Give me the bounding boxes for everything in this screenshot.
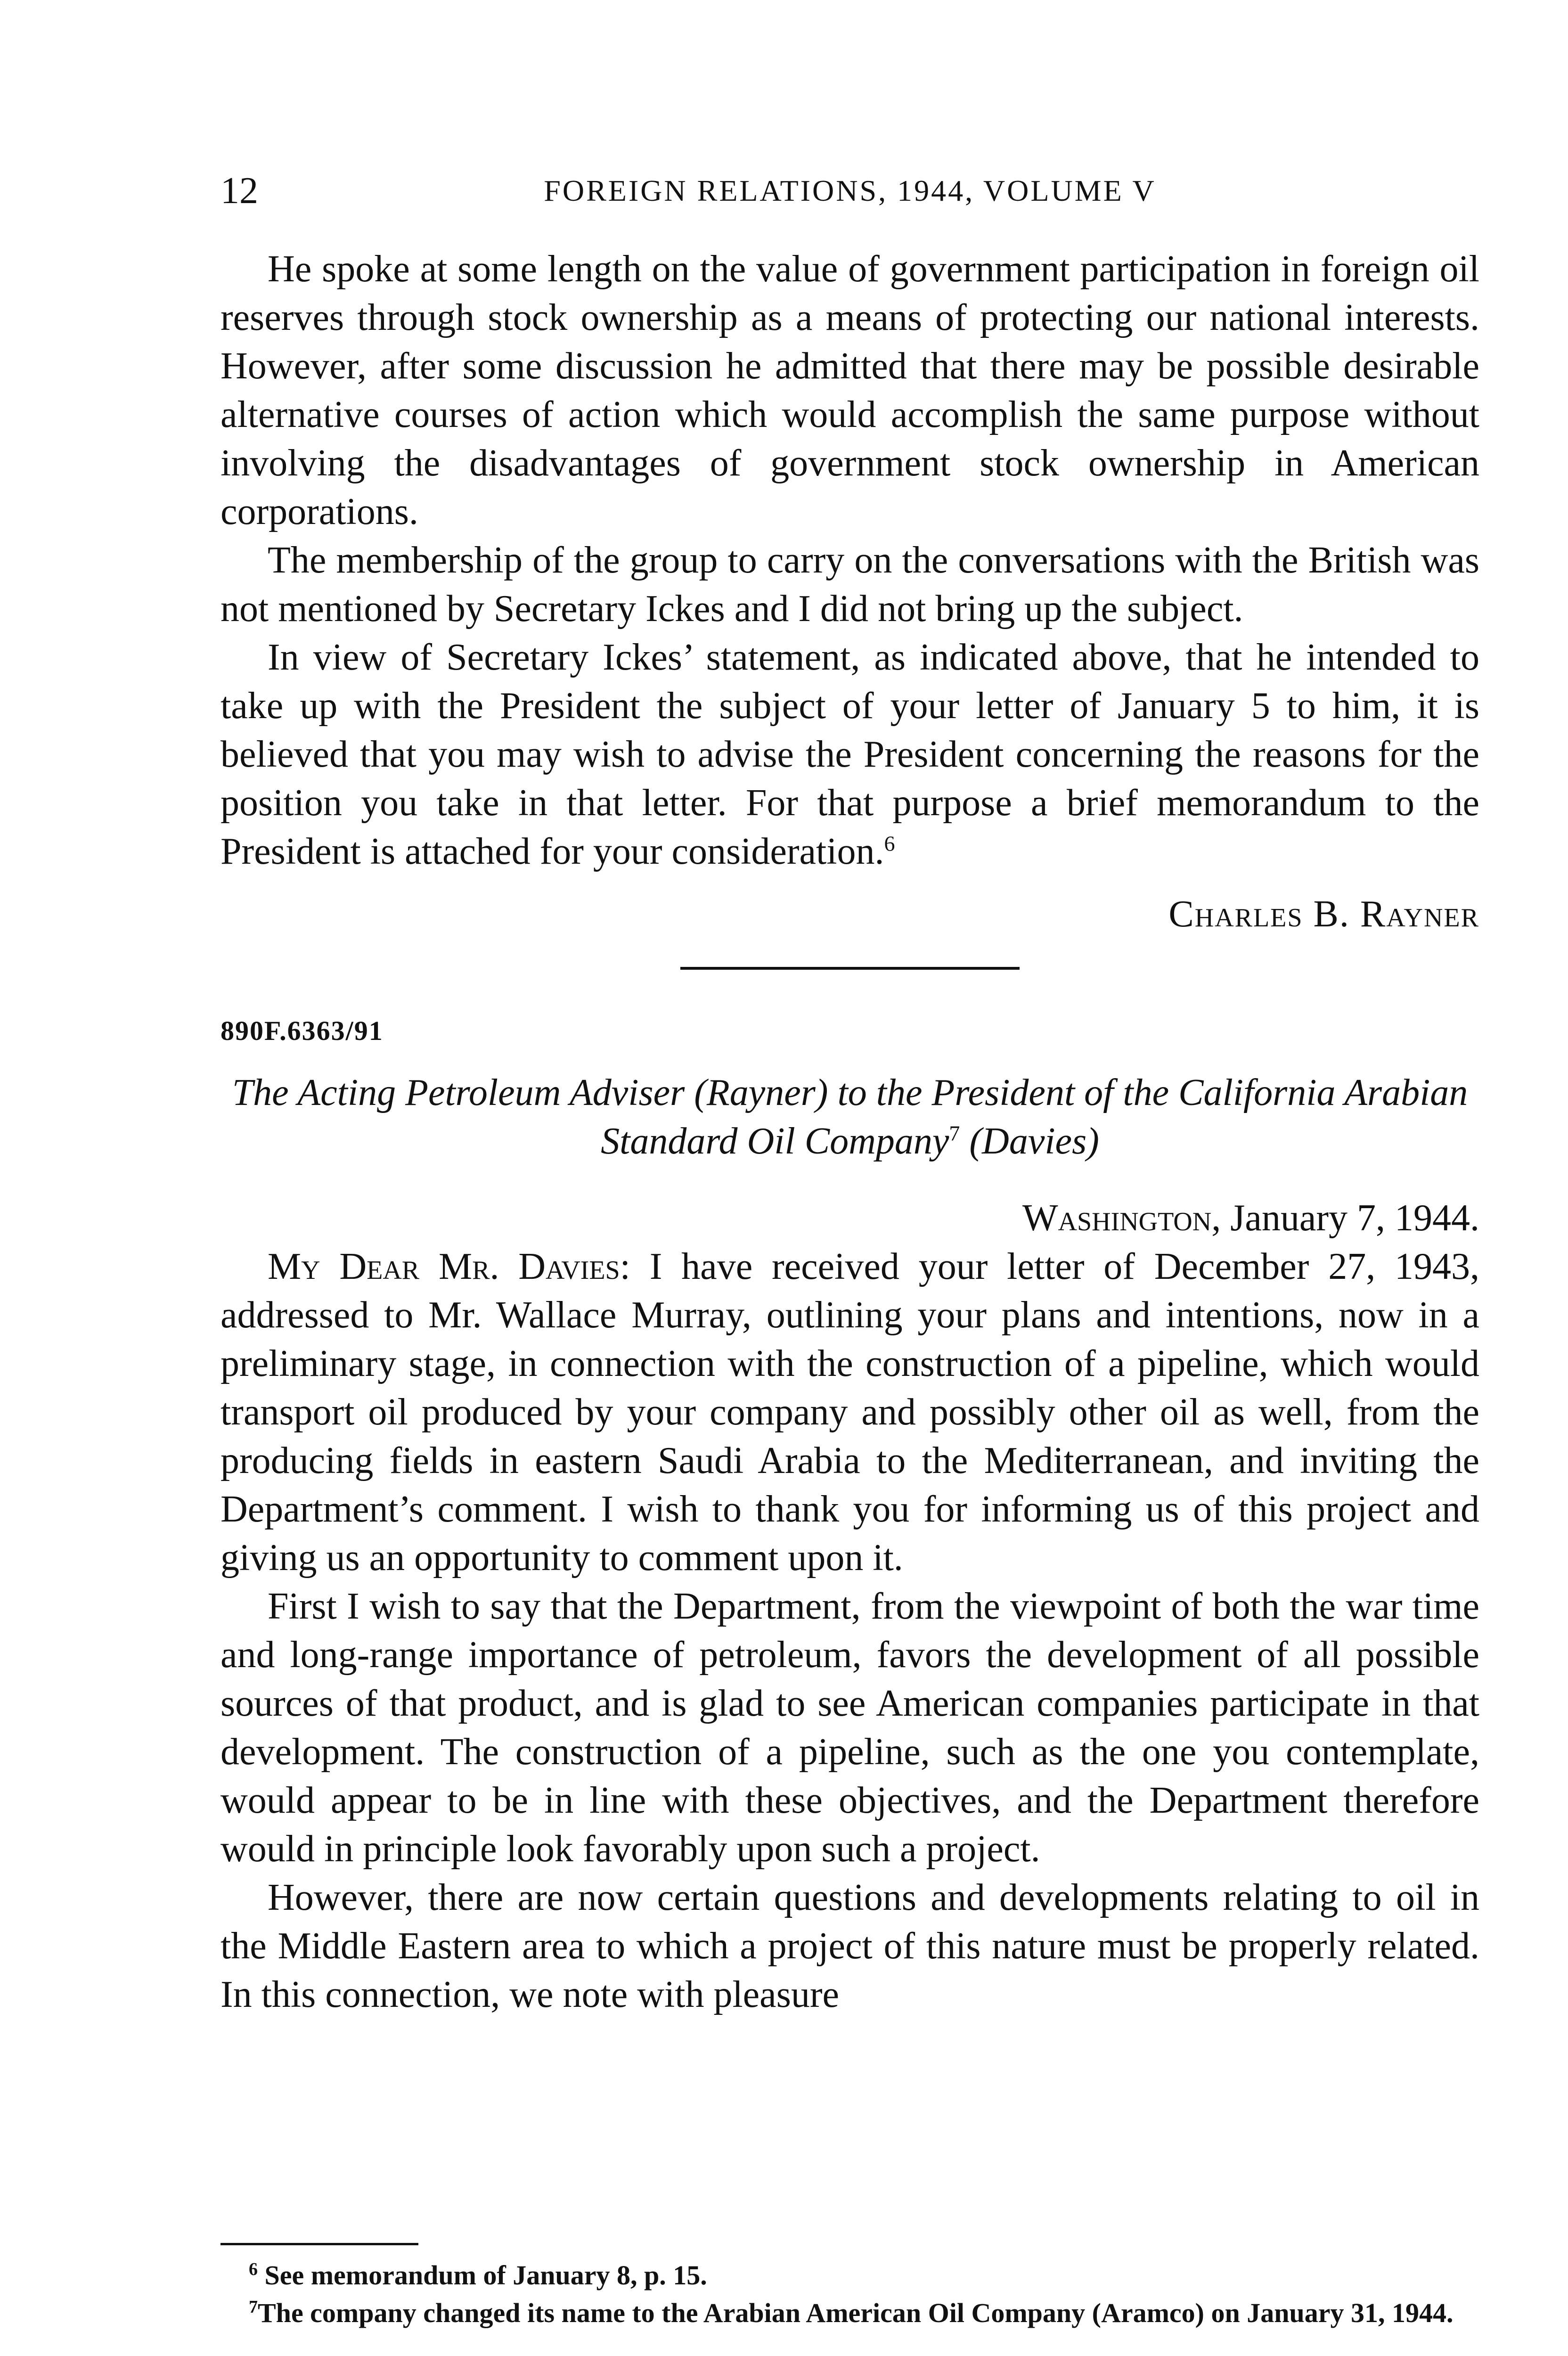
paragraph: The membership of the group to carry on the conversations with the British was not mentioned by Secretary Ickes and I did not bring up the subject. — [220, 540, 1479, 630]
running-head: FOREIGN RELATIONS, 1944, VOLUME V — [544, 174, 1156, 207]
footnote-text: The company changed its name to the Arabian American Oil Company (Aramco) on January 31, 1944. — [258, 2298, 1454, 2328]
paragraph-text: In view of Secretary Ickes’ statement, as indicated above, that he intended to take up with the President the subject of your letter of January 5 to him, it is believed that you may wish to advise the President concerning the reasons for the position you take in that letter. For that purpose a brief memorandum to the President is attached for your consideration. — [220, 637, 1479, 872]
footnote-reference: 6 — [884, 831, 895, 856]
paragraph — [220, 1243, 1479, 1582]
body-text — [220, 245, 1479, 2019]
dateline-place: Washington, — [1022, 1197, 1221, 1239]
footnotes — [220, 2243, 1479, 2332]
paragraph: He spoke at some length on the value of government participation in foreign oil reserves through stock ownership as a means of protecting our national interests. However, after some discussion he admitted that there may be possible desirable alternative courses of action which would accomplish the same purpose without involving the disadvantages of government stock ownership in American corporations. — [220, 248, 1479, 532]
footnote — [220, 2257, 1479, 2294]
footnote-text: See memorandum of January 8, p. 15. — [264, 2260, 707, 2291]
footnote-mark: 7 — [249, 2297, 258, 2317]
footnote-mark: 6 — [249, 2259, 258, 2279]
document-title-end: (Davies) — [969, 1121, 1099, 1162]
dateline-date: January 7, 1944. — [1230, 1197, 1479, 1239]
paragraph: First I wish to say that the Department, from the viewpoint of both the war time and long-range importance of petroleum, favors the development of all possible sources of that product, and is glad to see American companies participate in that development. The construction of a pipeline, such as the one you contemplate, would appear to be in line with these objectives, and the Department therefore would in principle look favorably upon such a project. — [220, 1586, 1479, 1870]
salutation: My Dear Mr. Davies: — [268, 1246, 630, 1287]
page-number: 12 — [220, 170, 258, 212]
dateline — [220, 1194, 1479, 1243]
document-title — [220, 1069, 1479, 1166]
page-header — [220, 165, 1479, 217]
signature: Charles B. Rayner — [1168, 893, 1479, 935]
footnote — [220, 2294, 1479, 2332]
footnote-reference: 7 — [949, 1121, 960, 1145]
paragraph: However, there are now certain questions and developments relating to oil in the Middle Eastern area to which a project of this nature must be properly related. In this connection, we note with pleasure — [220, 1877, 1479, 2015]
document-separator-rule — [680, 967, 1020, 970]
file-number: 890F.6363/91 — [220, 1015, 384, 1046]
paragraph-text: I have received your letter of December 27, 1943, addressed to Mr. Wallace Murray, outlining your plans and intentions, now in a preliminary stage, in connection with the construction of a pipeline, which would transport oil produced by your company and possibly other oil as well, from the producing fields in eastern Saudi Arabia to the Mediterranean, and inviting the Department’s comment. I wish to thank you for informing us of this project and giving us an opportunity to comment upon it. — [220, 1246, 1480, 1579]
paragraph — [220, 633, 1479, 876]
document-title-text: The Acting Petroleum Adviser (Rayner) to the President of the California Arabian Standard Oil Company — [232, 1072, 1468, 1162]
footnote-rule — [220, 2243, 418, 2245]
